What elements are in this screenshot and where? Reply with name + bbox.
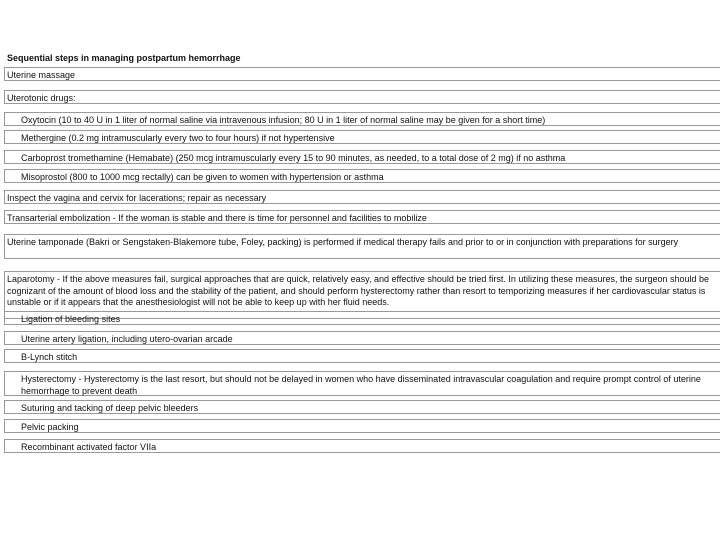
table-row: Pelvic packing: [21, 422, 79, 432]
table-row: Transarterial embolization - If the woman is stable and there is time for personnel and facilities to mobilize: [7, 213, 427, 223]
table-row: Suturing and tacking of deep pelvic bleeders: [21, 403, 199, 413]
table-row: Carboprost tromethamine (Hemabate) (250 mcg intramuscularly every 15 to 90 minutes, as needed, to a total dose of 2 mg) if no asthma: [21, 153, 566, 163]
table-row: Methergine (0.2 mg intramuscularly every two to four hours) if not hypertensive: [21, 133, 335, 143]
table-row: Misoprostol (800 to 1000 mcg rectally) can be given to women with hypertension or asthma: [21, 172, 384, 182]
table-row: Uterine massage: [7, 70, 76, 80]
table-row: Uterine tamponade (Bakri or Sengstaken-Blakemore tube, Foley, packing) is performed if medical therapy fails and prior to or in conjunction with preparations for surgery: [7, 237, 679, 247]
table-row: Inspect the vagina and cervix for lacerations; repair as necessary: [7, 193, 267, 203]
table-row: Laparotomy - If the above measures fail, surgical approaches that are quick, relatively easy, and effective should be tried first. In utilizing these measures, the surgeon should be cognizant of the amount of blood loss and the stability of the patient, and should perform hysterectomy rather than resort to temporizing measures if her cardiovascular status is unstable or if it appears that the anesthesiologist will not be able to keep up with her fluid needs.: [7, 274, 710, 307]
table-row: Ligation of bleeding sites: [21, 314, 121, 324]
table-row: B-Lynch stitch: [21, 352, 78, 362]
table-row: Uterine artery ligation, including utero-ovarian arcade: [21, 334, 233, 344]
table-row: Recombinant activated factor VIIa: [21, 442, 157, 452]
table-row: Oxytocin (10 to 40 U in 1 liter of normal saline via intravenous infusion; 80 U in 1 liter of normal saline may be given for a short time): [21, 115, 546, 125]
table-row: Uterotonic drugs:: [7, 93, 76, 103]
table-row: Hysterectomy - Hysterectomy is the last resort, but should not be delayed in women who have disseminated intravascular coagulation and require prompt control of uterine hemorrhage to prevent death: [21, 374, 701, 396]
table-title: Sequential steps in managing postpartum hemorrhage: [7, 53, 241, 63]
